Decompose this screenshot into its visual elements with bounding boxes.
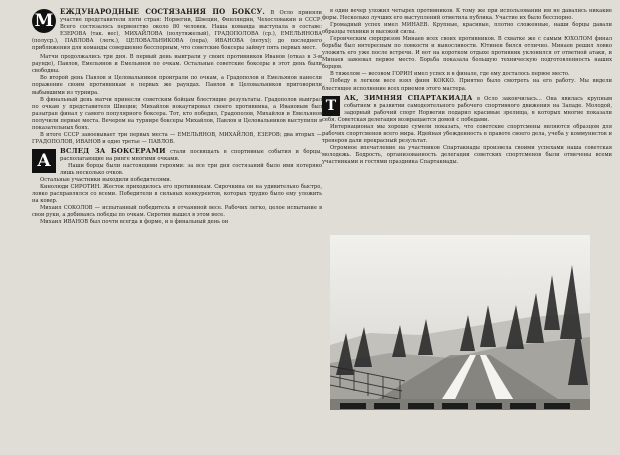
paragraph: в один вечер уложил четырех противников. К тому же при использовании им не давались никакие форы. Несколько лучших его выступлений отметила публика. Участие их было бесспорно. (322, 8, 612, 22)
paragraph: Кинолюди СИРОТИН. Жесток приходилось его противникам. Сирочкина он на удивительно быстро, ловко расправлялся со всеми. Победители в сильных конкурентов, которых трудно было ему уложить на ковер. (32, 184, 322, 205)
sub-headline: ВСЛЕД ЗА БОКСЕРАМИ (60, 146, 166, 155)
paragraph: Остальные участники выходили победителями. (40, 177, 172, 184)
dropcap-a: А (32, 149, 56, 173)
paragraph: В тяжелом — весовом ГОРИН имел успех и в финале, где ему досталось первое место. (330, 71, 570, 78)
left-column (32, 8, 322, 226)
paragraph: Громадный успех имел МИНАЕВ. Крупные, красивые, плотно сложенные, наши борцы давали образцы техники и высокой силы. (322, 22, 612, 36)
paragraph: В финальный день матчи принесли советским бойцам блестящие результаты. Градополов выиграл по очкам у представителя Швеции; Михайлов нокаутировал своего противника, а Ивановым был разыгран финал у самого популярного боксера. Тот, кто победил, Градополов, Михайлов и Емельянов получили первые места. Вечером на турнире боксеры Михайлов, Павлов и Целовальников выступили в показательных боях. (32, 96, 322, 131)
paragraph: Победу в легком весе взял финн КОККО. Приятно было смотреть на его работу. Мы видели блестящее исполнение всех приемов этого мастера. (322, 78, 612, 92)
paragraph: Наши борцы были настоящими героями: за все три дня состязаний было ими потеряно лишь несколько очков. (60, 162, 322, 177)
intro-text: В Осло приняли участие представители пяти стран: Норвегии, Швеции, Финляндии, Чехословакии и СССР. Всего состязалось первенство около 80 человек. Наша команда выступала в составе: ЕЗЕРОВА (так. вес), МИХАЙЛОВА (полутяжелый), ГРАДОПОЛОВА (ср.), ЕМЕЛЬЯНОВА (полуср.), ПАВЛОВА (легк.), ЦЕЛОВАЛЬНИКОВА (пера), ИВАНОВА (петух); до последнего приближения для команды совершенно бесспорным, что советские боксеры займут пять первых мест. (32, 10, 323, 52)
dropcap-m: М (32, 9, 56, 33)
paragraph: Интернационал мы хорошо сумели показать, что советские спортсмены являются образцом для рабочих спортсменов всего мира. Идейная убежденность в правоте своего дела, учеба у коммунистов и тренеров дали прекрасный результат. (322, 123, 612, 144)
paragraph: Огромное впечатление на участников Спартакиады произвела своими успехами наша советская молодежь. Бодрость, организованность делегации советских спортсменов были отмечены всеми участниками и гостями праздника Спартакиады. (322, 144, 612, 165)
intro-lead: ЕЖДУНАРОДНЫЕ СОСТЯЗАНИЯ ПО БОКСУ. (60, 7, 266, 16)
sub-text: стали посвящать в спортивные события и борцы, располагающие на ринге многими очками. (60, 148, 322, 162)
paragraph: Михаил СОКОЛОВ — испытанный победитель в отчаянной весе. Рабочих легко, целое испытание в свои руки, а добиваясь победы по очкам. Сиротин вышел в этом весе. (32, 205, 322, 219)
ski-track-photo-svg (330, 235, 590, 410)
paragraph: Во второй день Павлов и Целовальников проиграли по очкам, а Градополов и Емельянов нанесли поражение своим противникам в первых же раундах. Павлов и Целовальников приговорили выбывшими из турнира. (32, 75, 322, 96)
sub-text: в Осло закончилась... Она явилась крупным событием в развитии самодеятельного рабочего спортивного движения на Западе. Молодой, задорный рабочий спорт Норвегии подарил красивые зрелища, в которых многие показали себя. Советская делегация возвращается домой с победами. (322, 95, 612, 123)
sub-headline: АК, ЗИМНЯЯ СПАРТАКИАДА (344, 93, 473, 102)
right-column (322, 8, 612, 166)
ski-track-winter-photo (330, 235, 590, 410)
paragraph: Героическим сюрпризом Минаев всех своих противников. В схватке же с самым ЮХОЛОМ финал борьбы был интересным по ловкости и выносливости. Ютинен бился отлично. Минаев решил ловко уложить его уже после встречи. И вот на коротком отдыхе противник уклонился от ответной атаки, и Минаев завоевал первое место. Борьба показала большую техническую подготовленность наших борцов. (322, 36, 612, 71)
paragraph: В итоге СССР завоевывает три первых места — ЕМЕЛЬЯНОВ, МИХАЙЛОВ, ЕЗЕРОВ; два вторых — ГРАДОПОЛОВ, ИВАНОВ и одно третье — ПАВЛОВ. (32, 131, 322, 145)
paragraph: Матчи продолжались три дня. В первый день выиграли у своих противников Иванов (отказ в 3-м раунде), Павлов, Емельянов и Емельянов по очкам. Остальные советские боксеры в этот день были свободны. (32, 54, 322, 75)
dropcap-t: Т (322, 96, 340, 116)
paragraph: Михаил ИВАНОВ был почти всегда в форме, и в финальный день он (40, 219, 229, 226)
